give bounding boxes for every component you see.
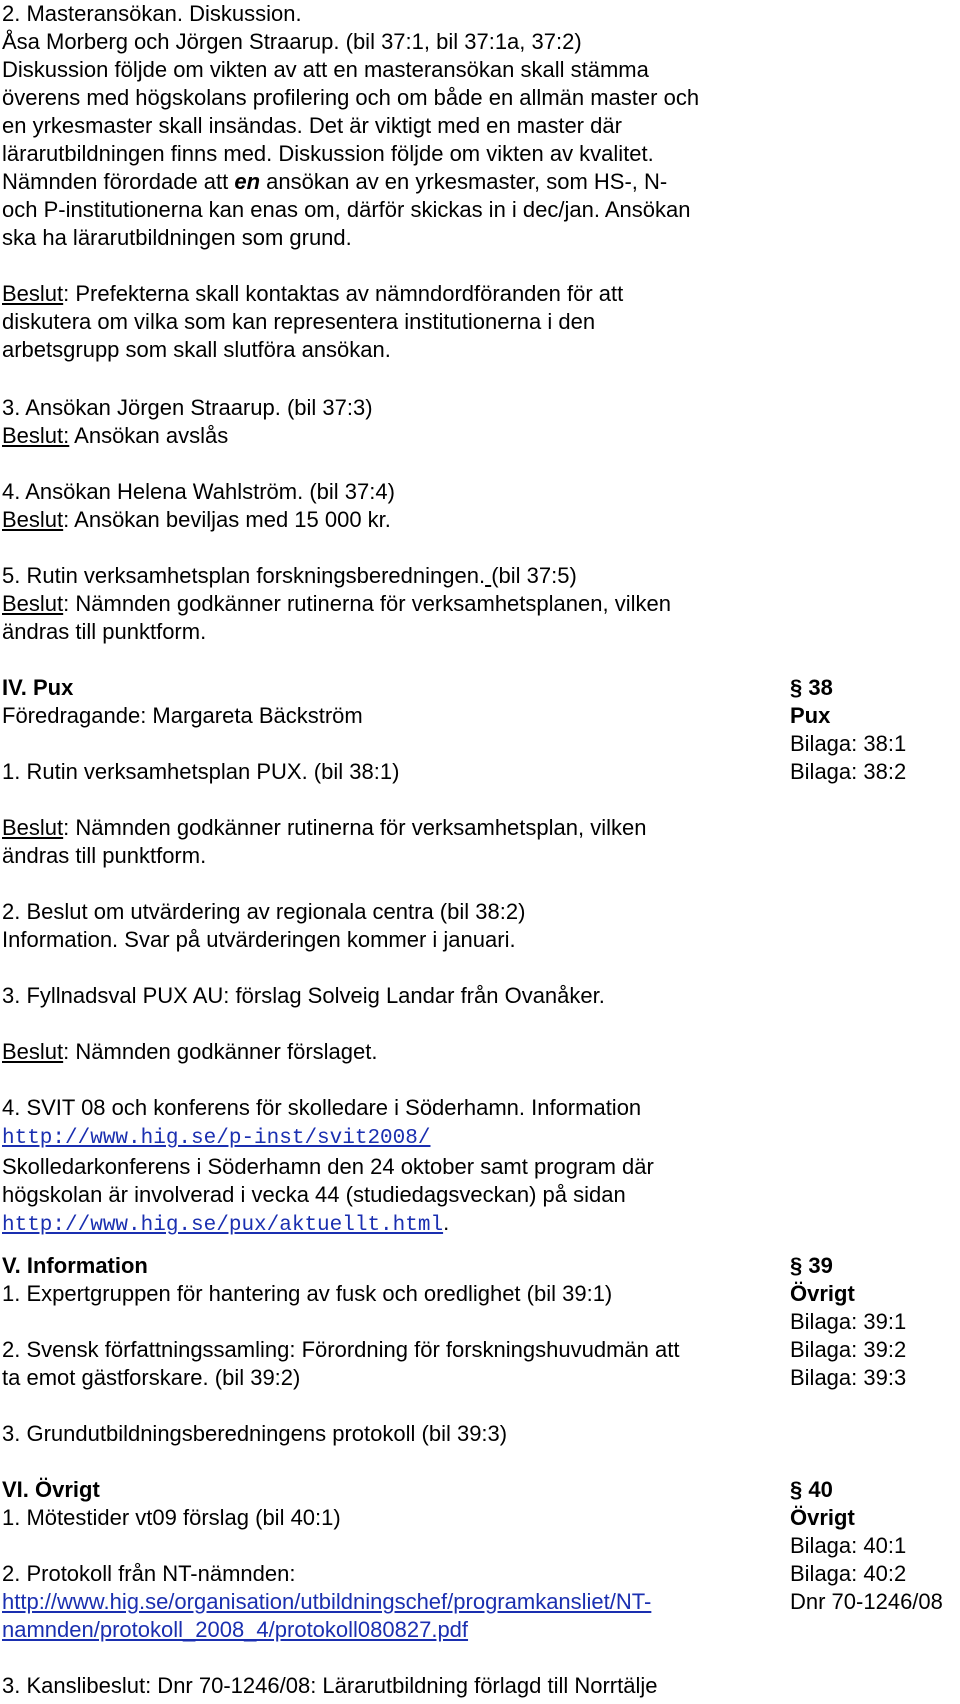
annex-label: Bilaga: 39:3 (790, 1365, 907, 1390)
item-2-line: överens med högskolans profilering och om både en allmän master och (2, 85, 700, 110)
section-iv-decision-3 (2, 1038, 792, 1066)
decision-line: ändras till punktform. (2, 619, 207, 644)
item-3-title: 3. Ansökan Jörgen Straarup. (bil 37:3) (2, 395, 373, 420)
annex-label: Bilaga: 40:1 (790, 1533, 907, 1558)
paragraph-subject: Övrigt (790, 1281, 855, 1306)
decision-line (2, 280, 792, 308)
decision-label: Beslut (2, 591, 64, 616)
section-vi-paragraph (790, 1476, 960, 1616)
url-line (2, 1616, 792, 1644)
item-2-line: ska ha lärarutbildningen som grund. (2, 225, 352, 250)
decision-line (2, 590, 792, 618)
item-2-heading: 2. Masteransökan. Diskussion. (2, 1, 302, 26)
decision-line: arbetsgrupp som skall slutföra ansökan. (2, 337, 391, 362)
section-iv-item-2 (2, 898, 792, 954)
decision-text: : Ansökan beviljas med 15 000 kr. (63, 507, 391, 532)
decision-line: diskutera om vilka som kan representera institutionerna i den (2, 309, 596, 334)
section-v-item-2 (2, 1336, 792, 1392)
decision-text: : Prefekterna skall kontaktas av nämndordföranden för att (63, 281, 624, 306)
presenter-line: Föredragande: Margareta Bäckström (2, 703, 363, 728)
item-2-block (2, 0, 792, 252)
item-title: 3. Kanslibeslut: Dnr 70-1246/08: Lärarutbildning förlagd till Norrtälje (2, 1673, 658, 1698)
section-vi-item-1 (2, 1504, 792, 1532)
text-fragment: ansökan av en yrkesmaster, som HS-, N- (260, 169, 668, 194)
decision-label: Beslut (2, 815, 64, 840)
item-5-block (2, 562, 792, 646)
item-2-line: Åsa Morberg och Jörgen Straarup. (bil 37:1, bil 37:1a, 37:2) (2, 29, 582, 54)
item-title: 2. Svensk författningssamling: Förordning för forskningshuvudmän att (2, 1337, 680, 1362)
paragraph-number: § 38 (790, 675, 833, 700)
item-title: 2. Beslut om utvärdering av regionala centra (bil 38:2) (2, 899, 526, 924)
decision-label: Beslut (2, 507, 64, 532)
pux-aktuellt-link[interactable]: http://www.hig.se/pux/aktuellt.html (2, 1214, 444, 1237)
decision-label: Beslut: (2, 423, 70, 448)
paragraph-subject: Övrigt (790, 1505, 855, 1530)
svit-link[interactable]: http://www.hig.se/p-inst/svit2008/ (2, 1127, 431, 1150)
section-heading: IV. Pux (2, 675, 74, 700)
annex-label: Bilaga: 38:2 (790, 759, 907, 784)
item-title: 2. Protokoll från NT-nämnden: (2, 1561, 296, 1586)
item-text: högskolan är involverad i vecka 44 (studiedagsveckan) på sidan (2, 1182, 626, 1207)
section-vi-item-3 (2, 1672, 792, 1700)
item-2-decision (2, 280, 792, 364)
item-2-line: och P-institutionerna kan enas om, därför skickas in i dec/jan. Ansökan (2, 197, 691, 222)
section-iv-paragraph (790, 674, 960, 786)
item-text: Information. Svar på utvärderingen kommer i januari. (2, 927, 516, 952)
decision-label: Beslut (2, 1039, 64, 1064)
decision-line: ändras till punktform. (2, 843, 207, 868)
item-2-line: Diskussion följde om vikten av att en masteransökan skall stämma (2, 57, 649, 82)
section-v-item-1 (2, 1280, 792, 1308)
item-title: 1. Expertgruppen för hantering av fusk och oredlighet (bil 39:1) (2, 1281, 613, 1306)
item-4-title: 4. Ansökan Helena Wahlström. (bil 37:4) (2, 479, 395, 504)
decision-line (2, 1038, 792, 1066)
decision-text: : Nämnden godkänner rutinerna för verksamhetsplan, vilken (63, 815, 647, 840)
paragraph-number: § 39 (790, 1253, 833, 1278)
item-title: 1. Mötestider vt09 förslag (bil 40:1) (2, 1505, 341, 1530)
section-v-item-3 (2, 1420, 792, 1448)
dnr-label: Dnr 70-1246/08 (790, 1589, 943, 1614)
decision-text: Ansökan avslås (69, 423, 229, 448)
section-heading: V. Information (2, 1253, 148, 1278)
section-heading: VI. Övrigt (2, 1477, 100, 1502)
section-iv-item-1 (2, 758, 792, 786)
text-fragment: 5. Rutin verksamhetsplan forskningsberedningen. (2, 563, 486, 588)
section-iv-presenter (2, 702, 792, 730)
annex-label: Bilaga: 40:2 (790, 1561, 907, 1586)
decision-text: : Nämnden godkänner förslaget. (63, 1039, 378, 1064)
decision-line (2, 506, 792, 534)
item-title: 3. Grundutbildningsberedningens protokoll (bil 39:3) (2, 1421, 508, 1446)
item-5-title (2, 562, 792, 590)
paragraph-number: § 40 (790, 1477, 833, 1502)
item-3-block (2, 394, 792, 450)
section-iv-decision-1 (2, 814, 792, 870)
url-line (2, 1209, 792, 1240)
annex-label: Bilaga: 38:1 (790, 731, 907, 756)
text-fragment: . (443, 1210, 450, 1235)
annex-label: Bilaga: 39:2 (790, 1337, 907, 1362)
item-title: 3. Fyllnadsval PUX AU: förslag Solveig Landar från Ovanåker. (2, 983, 605, 1008)
text-fragment: (bil 37:5) (491, 563, 577, 588)
item-text: Skolledarkonferens i Söderhamn den 24 oktober samt program där (2, 1154, 654, 1179)
section-vi-item-2 (2, 1560, 792, 1644)
decision-line (2, 422, 792, 450)
url-line (2, 1588, 792, 1616)
emphasis-text: en (234, 169, 261, 194)
item-2-line (2, 168, 792, 196)
item-text: ta emot gästforskare. (bil 39:2) (2, 1365, 301, 1390)
url-line (2, 1122, 792, 1153)
nt-protocol-link-cont[interactable]: namnden/protokoll_2008_4/protokoll080827.pdf (2, 1617, 469, 1642)
decision-line (2, 814, 792, 842)
item-title: 1. Rutin verksamhetsplan PUX. (bil 38:1) (2, 759, 400, 784)
text-fragment: Nämnden förordade att (2, 169, 235, 194)
item-title: 4. SVIT 08 och konferens för skolledare i Söderhamn. Information (2, 1095, 642, 1120)
annex-label: Bilaga: 39:1 (790, 1309, 907, 1334)
section-iv-item-4 (2, 1094, 792, 1240)
decision-text: : Nämnden godkänner rutinerna för verksamhetsplanen, vilken (63, 591, 671, 616)
item-2-line: lärarutbildningen finns med. Diskussion följde om vikten av kvalitet. (2, 141, 654, 166)
item-2-line: en yrkesmaster skall insändas. Det är viktigt med en master där (2, 113, 622, 138)
item-4-block (2, 478, 792, 534)
decision-label: Beslut (2, 281, 64, 306)
section-v-paragraph (790, 1252, 960, 1392)
section-iv-item-3 (2, 982, 792, 1010)
nt-protocol-link[interactable]: http://www.hig.se/organisation/utbildningschef/programkansliet/NT- (2, 1589, 652, 1614)
paragraph-subject: Pux (790, 703, 831, 728)
